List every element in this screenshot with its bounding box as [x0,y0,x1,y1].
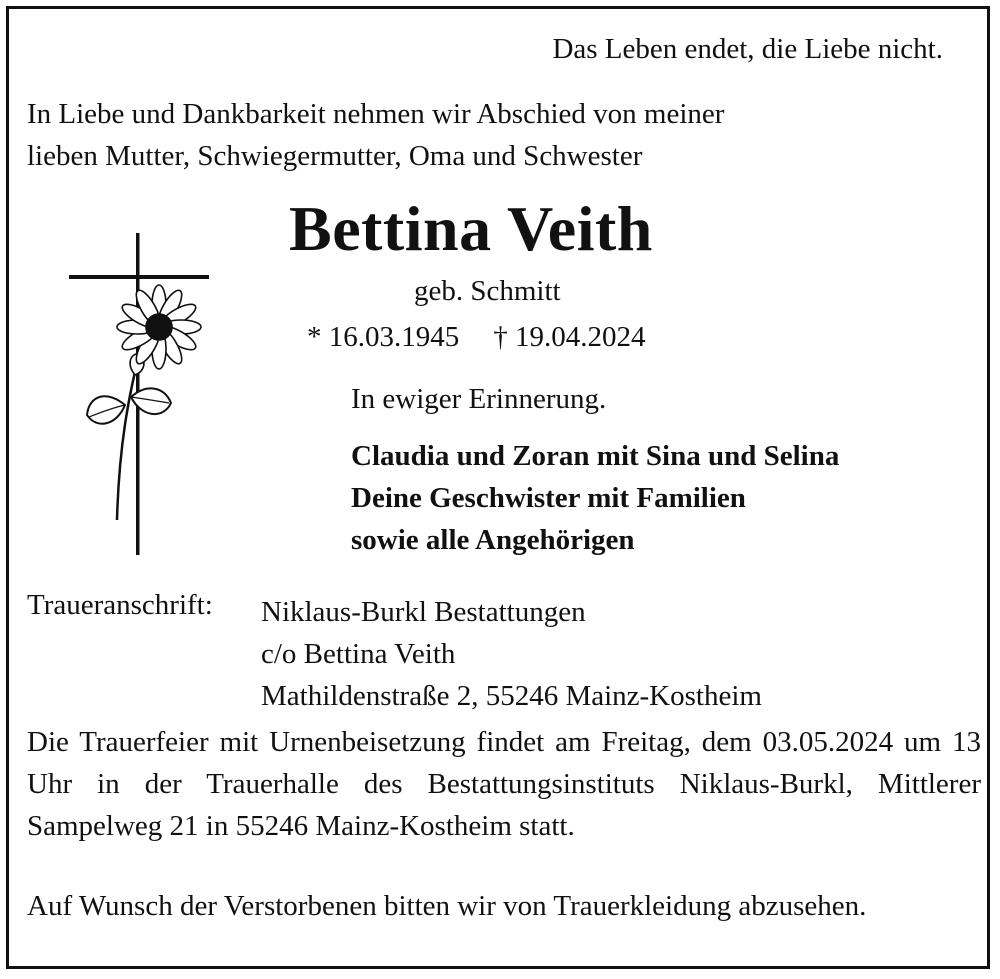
deceased-name: Bettina Veith [289,193,653,264]
cross-with-sunflower-icon [67,225,217,555]
address-line: Niklaus-Burkl Bestattungen [261,596,586,628]
address-line: Mathildenstraße 2, 55246 Mainz-Kostheim [261,680,762,712]
mourner-line: sowie alle Angehörigen [351,524,635,556]
intro-line: In Liebe und Dankbarkeit nehmen wir Abschied von meiner [27,98,725,130]
birth-name: geb. Schmitt [414,275,561,307]
intro-line: lieben Mutter, Schwiegermutter, Oma und Schwester [27,140,643,172]
mourner-line: Claudia und Zoran mit Sina und Selina [351,440,840,472]
request-text: Auf Wunsch der Verstorbenen bitten wir von Trauerkleidung abzusehen. [27,890,867,922]
address-line: c/o Bettina Veith [261,638,456,670]
intro-text [27,93,927,177]
ceremony-text: Die Trauerfeier mit Urnenbeisetzung findet am Freitag, dem 03.05.2024 um 13 Uhr in der Trauerhalle des Bestattungsinstituts Niklaus-Burkl, Mittlerer Sampelweg 21 in 55246 Mainz-Kostheim statt. [27,726,981,842]
obituary-notice [6,6,990,969]
remembrance-text: In ewiger Erinnerung. [351,383,607,415]
death-date: † 19.04.2024 [493,321,646,353]
mourner-line: Deine Geschwister mit Familien [351,482,746,514]
motto: Das Leben endet, die Liebe nicht. [552,33,943,65]
life-dates [307,323,680,352]
birth-date: * 16.03.1945 [307,321,460,353]
mourners-list [351,435,991,561]
mourning-address [261,591,961,717]
address-label: Traueranschrift: [27,589,213,621]
